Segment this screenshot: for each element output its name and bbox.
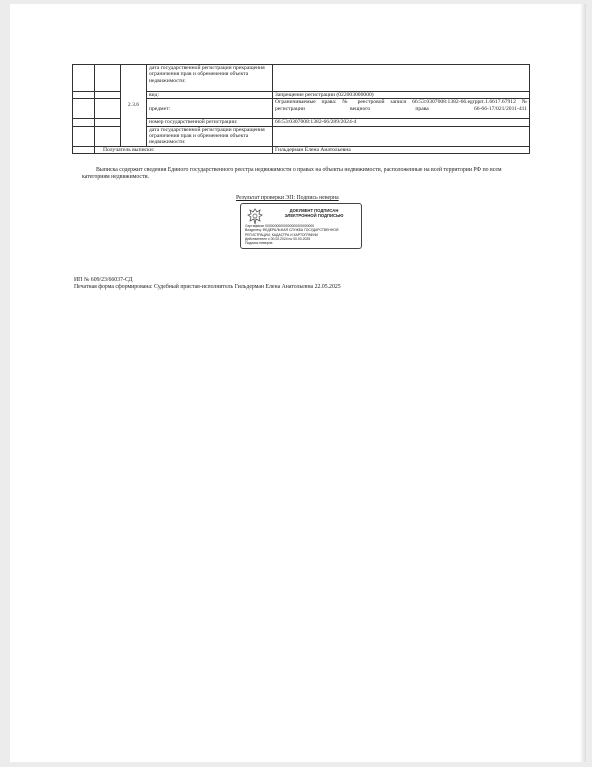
- row-label: номер государственной регистрации:: [147, 119, 273, 126]
- stamp-line: Сертификат 00000000000000000000000000: [245, 224, 315, 228]
- ip-number: ИП № 609/23/66037-СД: [74, 277, 133, 283]
- row-label: дата государственной регистрации прекращения ограничения прав и обременения объекта недвижимости:: [147, 65, 273, 92]
- stamp-line: Действителен с 00.00.2024 по 00.00.2025: [245, 236, 311, 241]
- table-cell-empty: [95, 99, 121, 119]
- table-cell-empty: [95, 92, 121, 99]
- recipient-value: Гильдерман Елена Анатольевна: [273, 146, 530, 153]
- scan-edge: [580, 4, 586, 762]
- signature-check-result: Результат проверки ЭП: Подпись неверна: [236, 195, 339, 201]
- row-value: Запрещение регистрации (022003000000): [273, 92, 530, 99]
- table-cell-empty: [95, 119, 121, 126]
- recipient-label: Получатель выписки:: [95, 146, 273, 153]
- e-signature-stamp: [240, 203, 362, 249]
- extract-note: Выписка содержит сведения Единого государственного реестра недвижимости о правах на объекты недвижимости, расположенные на всей территории РФ по всем категориям недвижимости.: [82, 167, 502, 180]
- stamp-title-line: ЭЛЕКТРОННОЙ ПОДПИСЬЮ: [284, 213, 344, 218]
- table-cell-empty: [73, 119, 95, 126]
- table-row: [73, 146, 530, 153]
- row-label: дата государственной регистрации прекращения ограничения прав и обременения объекта недвижимости:: [147, 126, 273, 146]
- row-value: [273, 126, 530, 146]
- table-cell-empty: [95, 65, 121, 92]
- table-cell-empty: [73, 99, 95, 119]
- row-value: [273, 65, 530, 92]
- registry-table: [72, 64, 530, 154]
- stamp-title-line: ДОКУМЕНТ ПОДПИСАН: [289, 208, 339, 213]
- stamp-title: [271, 208, 357, 218]
- table-cell-empty: [73, 126, 95, 146]
- section-number: 2.3.6: [121, 65, 147, 147]
- table-cell-empty: [73, 65, 95, 92]
- stamp-details: [245, 224, 357, 245]
- row-label: предмет:: [147, 99, 273, 119]
- table-cell-empty: [95, 126, 121, 146]
- row-label: вид:: [147, 92, 273, 99]
- printed-by: Печатная форма сформирована: Судебный пристав-исполнитель Гильдерман Елена Анатольевна 22.05.2025: [74, 284, 341, 290]
- row-value: 66:53:0307008:1382-66/289/2024-4: [273, 119, 530, 126]
- table-row: [73, 65, 530, 92]
- footer: [74, 277, 341, 291]
- stamp-line: РЕГИСТРАЦИИ, КАДАСТРА И КАРТОГРАФИИ: [245, 232, 318, 237]
- table-cell-empty: [73, 92, 95, 99]
- stamp-line: Владелец: ФЕДЕРАЛЬНАЯ СЛУЖБА ГОСУДАРСТВЕННОЙ: [245, 228, 339, 233]
- table-cell-empty: [73, 146, 95, 153]
- row-value: Ограничиваемые права: № реестровой записи 66:53:0307008:1382-66.egrpprt.1.6617.67912 № регистрации вещного права 66-66-17/021/2011-411: [273, 99, 530, 119]
- stamp-line: Подпись неверна: [245, 241, 273, 246]
